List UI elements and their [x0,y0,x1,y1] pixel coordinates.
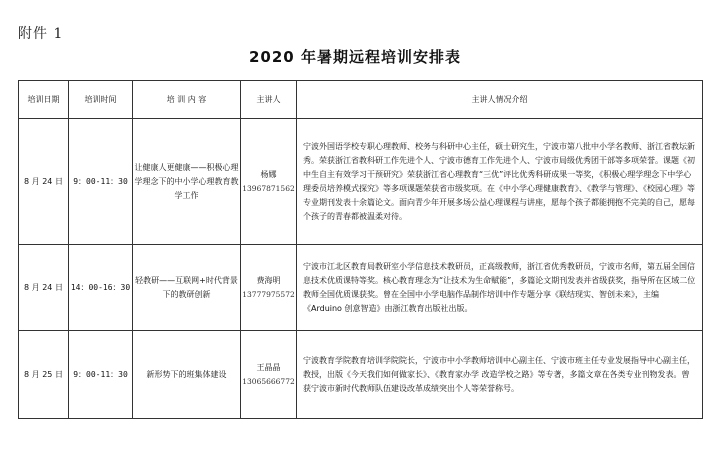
row-time: 9：00-11：30 [69,331,133,419]
row-speaker-cell [241,119,297,245]
row-topic: 让健康人更健康——积极心理学理念下的中小学心理教育教学工作 [133,119,241,245]
speaker-name: 杨娜 [260,169,277,179]
table-row [19,245,703,331]
row-time: 14：00-16：30 [69,245,133,331]
row-time: 9：00-11：30 [69,119,133,245]
speaker-phone: 13967871562 [242,183,295,193]
row-intro: 宁波外国语学校专职心理教师、校务与科研中心主任，硕士研究生，宁波市第八批中小学名教师、浙江省教坛新秀。荣获浙江省教科研工作先进个人、宁波市德育工作先进个人、宁波市局级优秀团干部等多项荣誉。课题《初中生自主有效学习干预研究》荣获浙江省心理教育“三优”评比优秀科研成果一等奖，《积极心理学理念下中学心理委员培养模式探究》等多项课题荣获省市级奖项。在《中小学心理健康教育》、《教学与管理》、《校园心理》等专业期刊发表十余篇论文。面向青少年开展多场公益心理课程与讲座，愿每个孩子都能拥抱不完美的自己，愿每个孩子的青春都被温柔对待。 [297,119,703,245]
header-content: 培 训 内 容 [133,81,241,119]
row-topic: 轻教研——互联网+时代背景下的教研创新 [133,245,241,331]
row-intro: 宁波教育学院教育培训学院院长，宁波市中小学教师培训中心副主任、宁波市班主任专业发展指导中心副主任，教授，出版《今天我们如何做家长》、《教育家办学 改造学校之路》等专著，多篇文章在各类专业刊物发表。曾获宁波市新时代教师队伍建设改革成绩突出个人等荣誉称号。 [297,331,703,419]
speaker-phone: 13777975572 [242,289,295,299]
header-intro: 主讲人情况介绍 [297,81,703,119]
speaker-name: 费海明 [256,275,281,285]
row-speaker-cell [241,245,297,331]
header-date: 培训日期 [19,81,69,119]
schedule-table [18,80,703,419]
table-row [19,331,703,419]
row-date: 8 月 24 日 [19,245,69,331]
row-topic: 新形势下的班集体建设 [133,331,241,419]
row-intro: 宁波市江北区教育局教研室小学信息技术教研员，正高级教师，浙江省优秀教研员，宁波市名师，第五届全国信息技术优质课特等奖。核心教育理念为“让技术为生命赋能”，多篇论文期刊发表并省级获奖，指导所在区域二位教师全国优质课获奖。曾在全国中小学电脑作品制作培训中作专题分享《联结现实、智创未来》，主编《Arduino 创意智造》由浙江教育出版社出版。 [297,245,703,331]
header-time: 培训时间 [69,81,133,119]
speaker-name: 王晶晶 [256,362,281,372]
page-title: 2020 年暑期远程培训安排表 [249,48,461,66]
header-speaker: 主讲人 [241,81,297,119]
row-date: 8 月 25 日 [19,331,69,419]
table-row [19,119,703,245]
row-speaker-cell [241,331,297,419]
attachment-label: 附件 1 [18,26,64,42]
table-header-row [19,81,703,119]
row-date: 8 月 24 日 [19,119,69,245]
speaker-phone: 13065666772 [242,376,295,386]
